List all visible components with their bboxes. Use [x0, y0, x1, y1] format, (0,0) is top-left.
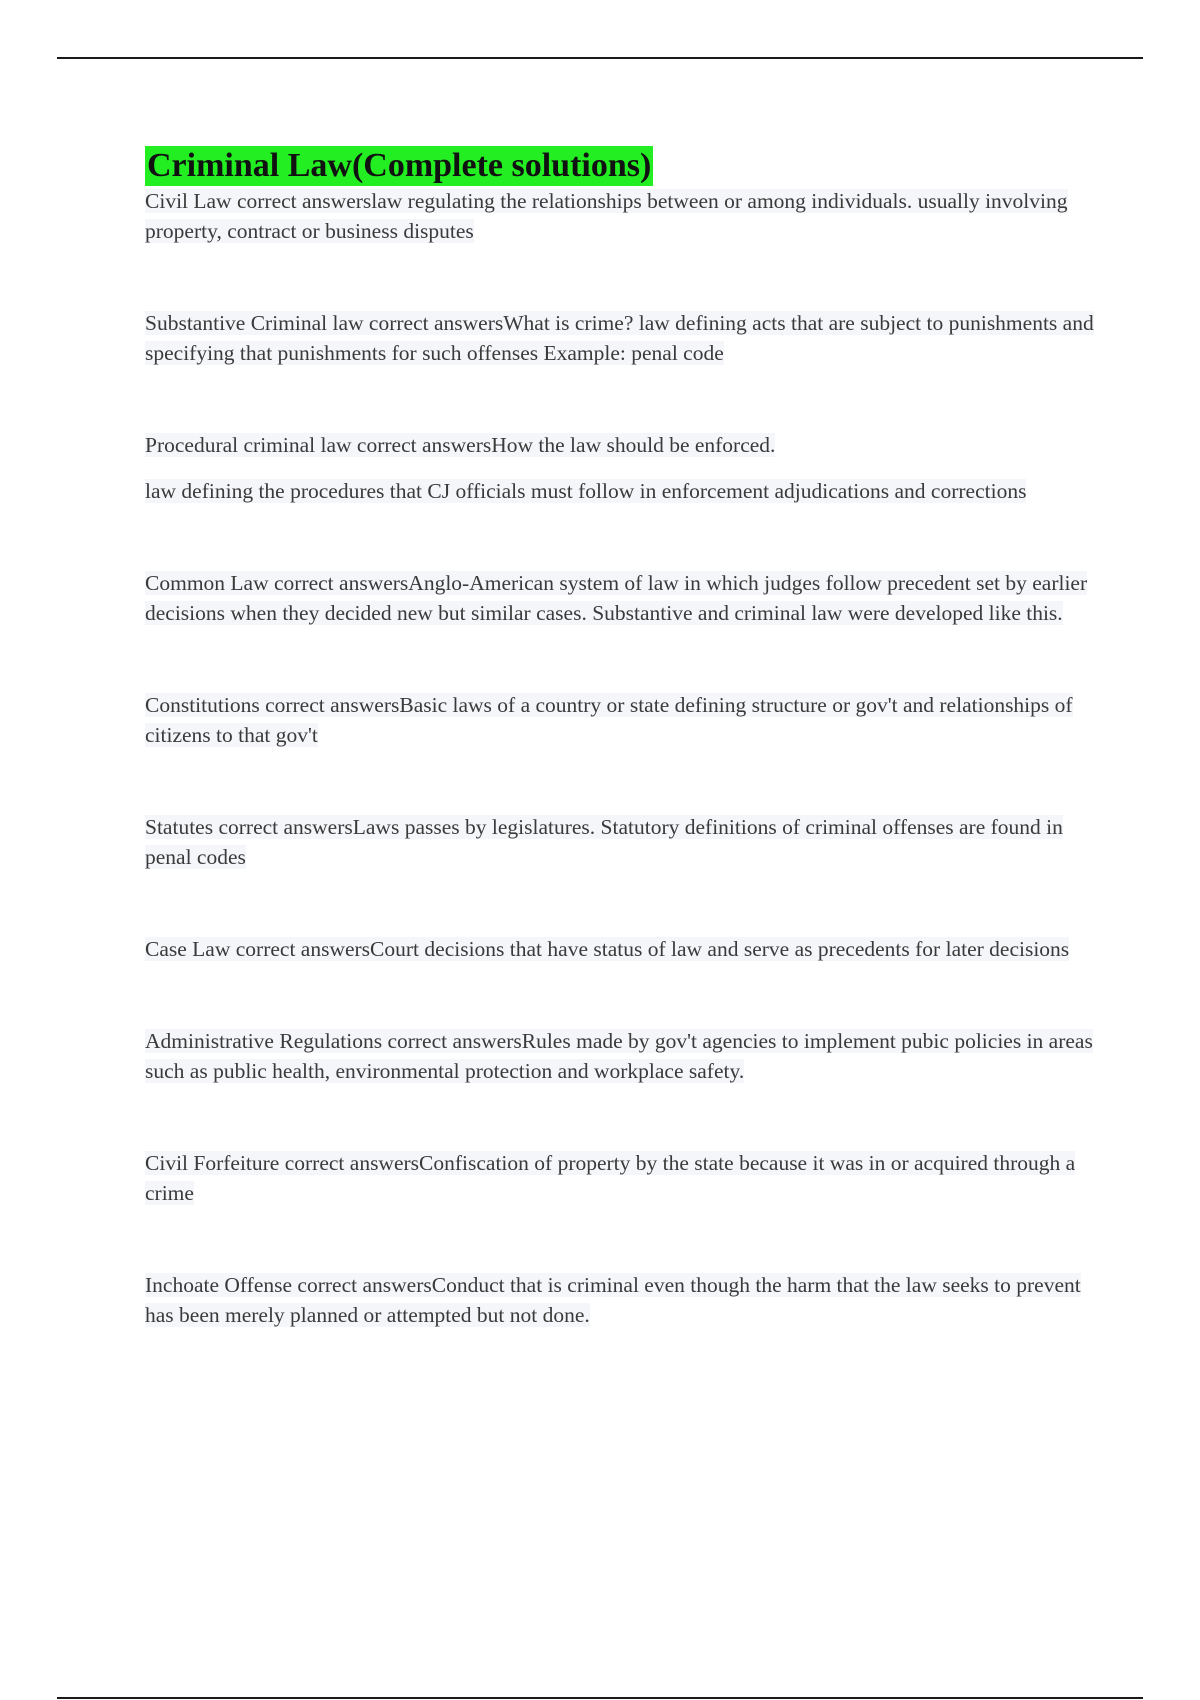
spacer — [145, 246, 1095, 308]
spacer — [145, 964, 1095, 1026]
entry-administrative-regulations — [145, 1026, 1095, 1086]
entry-common-law — [145, 568, 1095, 628]
spacer — [145, 872, 1095, 934]
spacer — [145, 368, 1095, 430]
bottom-rule — [57, 1697, 1143, 1699]
entry-text: Substantive Criminal law correct answersWhat is crime? law defining acts that are subject to punishments and specifying that punishments for such offenses Example: penal code — [145, 311, 1094, 365]
entry-case-law — [145, 934, 1095, 964]
entry-procedural-criminal-law — [145, 430, 1095, 460]
spacer — [145, 506, 1095, 568]
spacer — [145, 628, 1095, 690]
entry-statutes — [145, 812, 1095, 872]
entry-text: Procedural criminal law correct answersHow the law should be enforced. — [145, 433, 776, 457]
entry-text: Administrative Regulations correct answersRules made by gov't agencies to implement pubic policies in areas such as public health, environmental protection and workplace safety. — [145, 1029, 1093, 1083]
entry-text: Civil Forfeiture correct answersConfiscation of property by the state because it was in or acquired through a crime — [145, 1151, 1076, 1205]
entry-civil-law — [145, 186, 1095, 246]
document-body — [145, 146, 1095, 1330]
entry-constitutions — [145, 690, 1095, 750]
document-title: Criminal Law(Complete solutions) — [147, 147, 652, 184]
entry-procedural-criminal-law-continued — [145, 476, 1095, 506]
entry-civil-forfeiture — [145, 1148, 1095, 1208]
entry-text: Inchoate Offense correct answersConduct that is criminal even though the harm that the law seeks to prevent has been merely planned or attempted but not done. — [145, 1273, 1081, 1327]
spacer — [145, 1086, 1095, 1148]
entry-text: Case Law correct answersCourt decisions that have status of law and serve as precedents for later decisions — [145, 937, 1070, 961]
spacer — [145, 750, 1095, 812]
entry-text: Statutes correct answersLaws passes by legislatures. Statutory definitions of criminal offenses are found in penal codes — [145, 815, 1063, 869]
entry-text: Civil Law correct answerslaw regulating the relationships between or among individuals. usually involving property, contract or business disputes — [145, 189, 1068, 243]
entry-inchoate-offense — [145, 1270, 1095, 1330]
entry-text: Constitutions correct answersBasic laws of a country or state defining structure or gov't and relationships of citizens to that gov't — [145, 693, 1073, 747]
entry-substantive-criminal-law — [145, 308, 1095, 368]
spacer — [145, 1208, 1095, 1270]
spacer — [145, 460, 1095, 476]
top-rule — [57, 57, 1143, 59]
entry-text: law defining the procedures that CJ officials must follow in enforcement adjudications and corrections — [145, 479, 1027, 503]
entry-text: Common Law correct answersAnglo-American system of law in which judges follow precedent set by earlier decisions when they decided new but similar cases. Substantive and criminal law were developed like this. — [145, 571, 1088, 625]
